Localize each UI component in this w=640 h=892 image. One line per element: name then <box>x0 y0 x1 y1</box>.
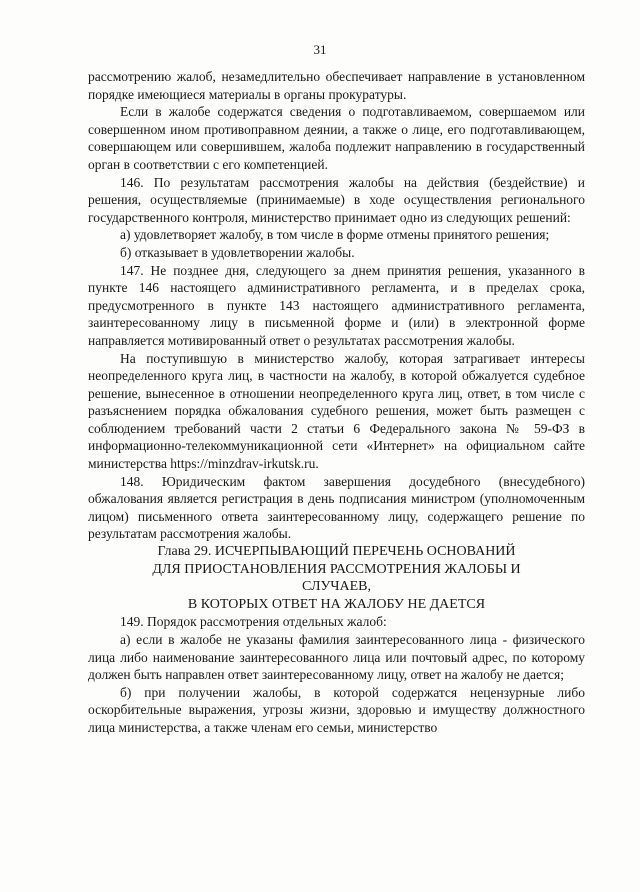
paragraph: Если в жалобе содержатся сведения о подготавливаемом, совершаемом или совершенном ином противоправном деянии, а также о лице, его подготавливающем, совершающем или совершившем, жалоба подлежит направлению в государственный орган в соответствии с его компетенцией. <box>88 104 585 172</box>
paragraph: рассмотрению жалоб, незамедлительно обеспечивает направление в установленном порядке имеющиеся материалы в органы прокуратуры. <box>88 69 585 102</box>
paragraph-147: 147. Не позднее дня, следующего за днем принятия решения, указанного в пункте 146 настоящего административного регламента, и в пределах срока, предусмотренного в пункте 143 настоящего административного регламента, заинтересованному лицу в письменной форме и (или) в электронной форме направляется мотивированный ответ о результатах рассмотрения жалобы. <box>88 262 585 348</box>
document-body <box>88 68 585 737</box>
paragraph-149-b: б) при получении жалобы, в которой содержатся нецензурные либо оскорбительные выражения, угрозы жизни, здоровью и имуществу должностного лица министерства, а также членам его семьи, министерство <box>88 684 585 735</box>
page-number: 31 <box>313 42 327 57</box>
paragraph-146-a: а) удовлетворяет жалобу, в том числе в форме отмены принятого решения; <box>120 227 550 243</box>
paragraph: На поступившую в министерство жалобу, которая затрагивает интересы неопределенного круга лиц, в частности на жалобу, в которой обжалуется судебное решение, вынесенное в отношении неопределенного круга лиц, ответ, в том числе с разъяснением порядка обжалования судебного решения, может быть размещен с соблюдением требований части 2 статьи 6 Федерального закона № 59-ФЗ в информационно-телекоммуникационной сети «Интернет» на официальном сайте министерства https://minzdrav-irkutsk.ru. <box>88 350 585 472</box>
paragraph-149-a: а) если в жалобе не указаны фамилия заинтересованного лица - физического лица либо наименование заинтересованного лица или почтовый адрес, по которому должен быть направлен ответ заинтересованному лицу, ответ на жалобу не дается; <box>88 632 585 683</box>
paragraph-146: 146. По результатам рассмотрения жалобы на действия (бездействие) и решения, осуществляемые (принимаемые) в ходе осуществления регионального государственного контроля, министерство принимает одно из следующих решений: <box>88 174 585 225</box>
paragraph-148: 148. Юридическим фактом завершения досудебного (внесудебного) обжалования является регистрация в день подписания министром (уполномоченным лицом) письменного ответа заинтересованному лицу, содержащего решение по результатам рассмотрения жалобы. <box>88 473 585 542</box>
chapter-heading-line: В КОТОРЫХ ОТВЕТ НА ЖАЛОБУ НЕ ДАЕТСЯ <box>187 596 486 612</box>
paragraph-149: 149. Порядок рассмотрения отдельных жалоб: <box>120 614 387 630</box>
chapter-heading-line: СЛУЧАЕВ, <box>302 579 371 595</box>
paragraph-146-b: б) отказывает в удовлетворении жалобы. <box>120 244 355 260</box>
chapter-heading-line: Глава 29. ИСЧЕРПЫВАЮЩИЙ ПЕРЕЧЕНЬ ОСНОВАНИЙ <box>157 544 516 560</box>
chapter-heading-line: ДЛЯ ПРИОСТАНОВЛЕНИЯ РАССМОТРЕНИЯ ЖАЛОБЫ И <box>152 561 521 577</box>
chapter-heading <box>88 543 585 613</box>
